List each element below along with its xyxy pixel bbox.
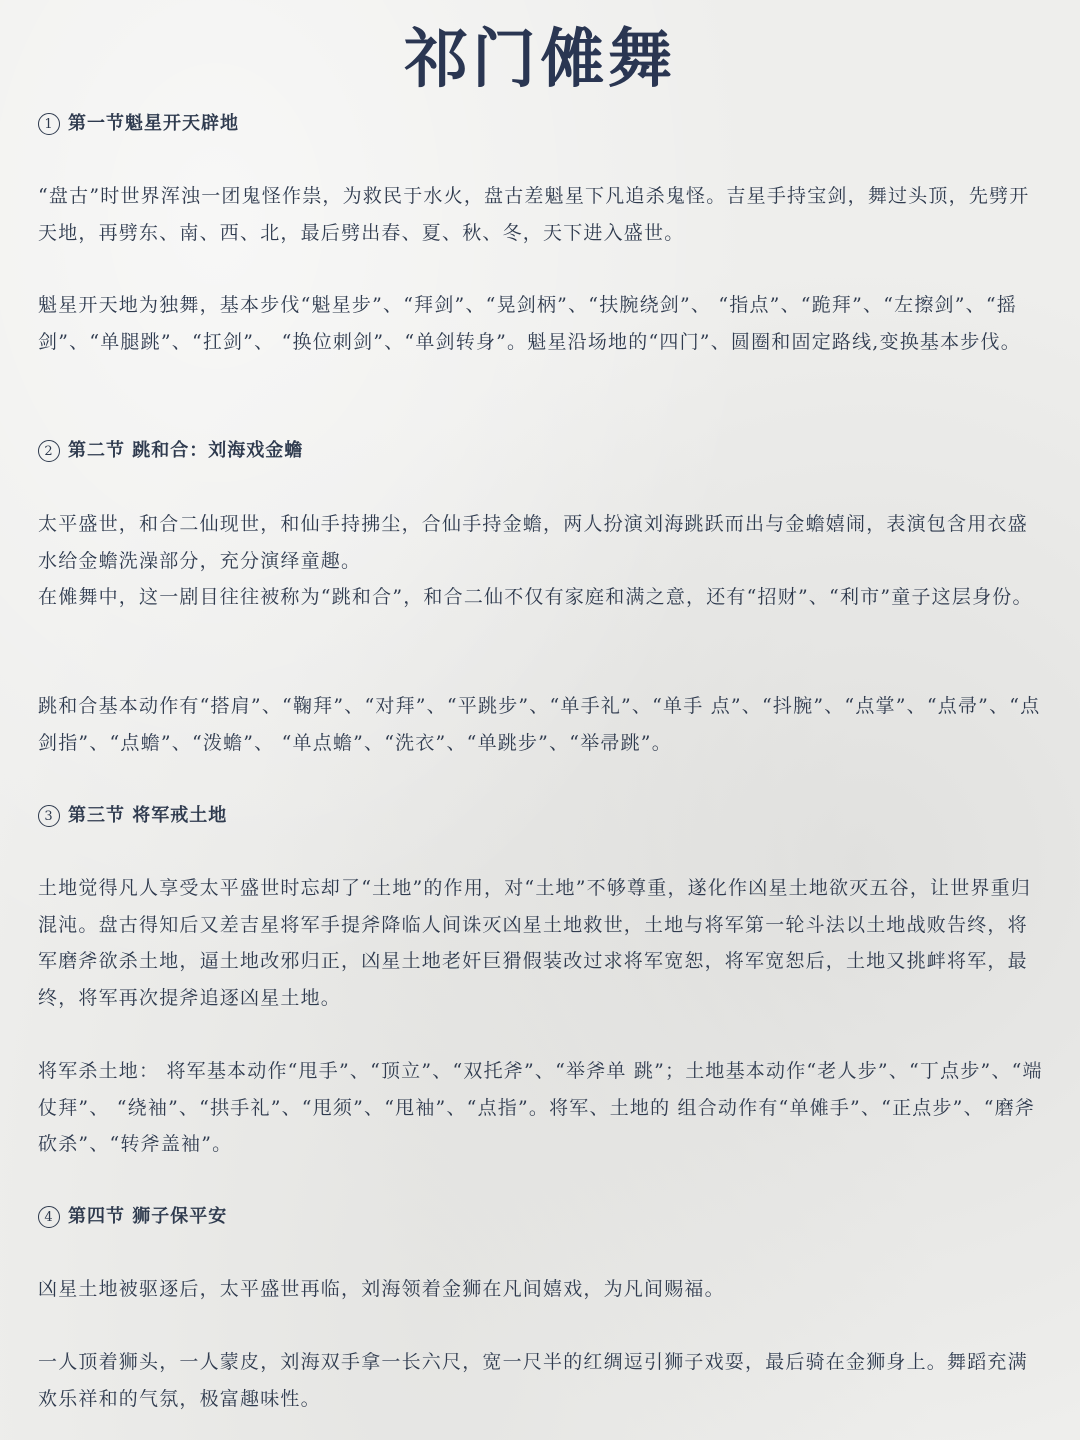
section-3-paragraph-1: 土地觉得凡人享受太平盛世时忘却了“土地”的作用，对“土地”不够尊重，遂化作凶星土地欲灭五谷，让世界重归混沌。盘古得知后又差吉星将军手提斧降临人间诛灭凶星土地救世，土地与将军第一轮斗法以土地战败告终，将军磨斧欲杀土地，逼土地改邪归正，凶星土地老奸巨猾假装改过求将军宽恕，将军宽恕后，土地又挑衅将军，最终，将军再次提斧追逐凶星土地。 bbox=[38, 877, 1032, 1009]
section-2-paragraph-2: 在傩舞中，这一剧目往往被称为“跳和合”，和合二仙不仅有家庭和满之意，还有“招财”、“利市”童子这层身份。 bbox=[38, 586, 1033, 608]
section-3-paragraph-2: 将军杀土地： 将军基本动作“甩手”、“顶立”、“双托斧”、“举斧单 跳”；土地基本动作“老人步”、“丁点步”、“端仗拜”、 “绕袖”、“拱手礼”、“甩须”、“甩袖”、“点指”。将军、土地的 组合动作有“单傩手”、“正点步”、“磨斧砍杀”、“转斧盖袖”。 bbox=[38, 1060, 1043, 1155]
section-2-heading bbox=[38, 438, 303, 464]
section-1-paragraph-1: “盘古”时世界浑浊一团鬼怪作祟，为救民于水火，盘古差魁星下凡追杀鬼怪。吉星手持宝剑，舞过头顶，先劈开天地，再劈东、南、西、北，最后劈出春、夏、秋、冬，天下进入盛世。 bbox=[38, 185, 1030, 244]
section-4-title: 第四节 狮子保平安 bbox=[68, 1206, 228, 1227]
section-3-heading bbox=[38, 803, 227, 829]
section-1-paragraph-2: 魁星开天地为独舞，基本步伐“魁星步”、“拜剑”、“晃剑柄”、“扶腕绕剑”、 “指点”、“跪拜”、“左擦剑”、“摇剑”、“单腿跳”、“扛剑”、 “换位刺剑”、“单剑转身”。魁星沿场地的“四门”、圆圈和固定路线,变换基本步伐。 bbox=[38, 294, 1021, 353]
section-1-title: 第一节魁星开天辟地 bbox=[68, 113, 239, 134]
section-1-number: 1 bbox=[38, 113, 60, 135]
section-2-number: 2 bbox=[38, 440, 60, 462]
section-4-number: 4 bbox=[38, 1206, 60, 1228]
section-4-paragraph-1: 凶星土地被驱逐后，太平盛世再临，刘海领着金狮在凡间嬉戏，为凡间赐福。 bbox=[38, 1278, 725, 1300]
section-1-heading bbox=[38, 111, 239, 137]
section-2-title: 第二节 跳和合：刘海戏金蟾 bbox=[68, 440, 304, 461]
section-2-paragraph-1: 太平盛世，和合二仙现世，和仙手持拂尘，合仙手持金蟾，两人扮演刘海跳跃而出与金蟾嬉闹，表演包含用衣盛水给金蟾洗澡部分，充分演绎童趣。 bbox=[38, 513, 1028, 572]
section-3-number: 3 bbox=[38, 805, 60, 827]
section-2-paragraph-3: 跳和合基本动作有“搭肩”、“鞠拜”、“对拜”、“平跳步”、“单手礼”、“单手 点”、“抖腕”、“点掌”、“点帚”、“点剑指”、“点蟾”、“泼蟾”、 “单点蟾”、“洗衣”、“单跳步”、“举帚跳”。 bbox=[38, 695, 1041, 754]
page-title: 祁门傩舞 bbox=[404, 22, 676, 97]
section-4-heading bbox=[38, 1204, 227, 1230]
section-4-paragraph-2: 一人顶着狮头，一人蒙皮，刘海双手拿一长六尺，宽一尺半的红绸逗引狮子戏耍，最后骑在金狮身上。舞蹈充满欢乐祥和的气氛，极富趣味性。 bbox=[38, 1351, 1028, 1410]
section-3-title: 第三节 将军戒土地 bbox=[68, 805, 228, 826]
